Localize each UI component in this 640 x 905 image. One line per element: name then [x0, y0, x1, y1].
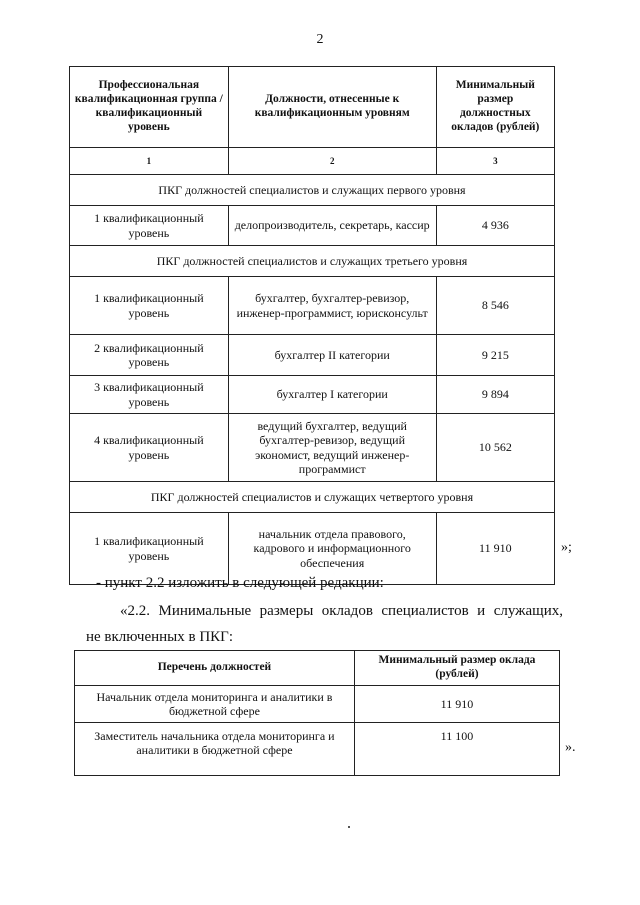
- scan-artifact-dot: [348, 826, 350, 828]
- group-title: ПКГ должностей специалистов и служащих четвертого уровня: [70, 482, 555, 513]
- salary-value: 4 936: [436, 206, 554, 246]
- column-number: 1: [70, 148, 229, 175]
- group-title: ПКГ должностей специалистов и служащих третьего уровня: [70, 246, 555, 277]
- paragraph-amendment: - пункт 2.2 изложить в следующей редакции:: [96, 575, 384, 591]
- paragraph-continuation: не включенных в ПКГ:: [86, 629, 234, 645]
- salary-value: 11 100: [354, 723, 559, 776]
- positions: ведущий бухгалтер, ведущий бухгалтер-ревизор, ведущий экономист, ведущий инженер-программист: [228, 414, 436, 482]
- qualification-level: 1 квалификационный уровень: [70, 513, 229, 585]
- positions: бухгалтер, бухгалтер-ревизор, инженер-программист, юрисконсульт: [228, 277, 436, 335]
- group-header-row: [70, 482, 555, 513]
- qualification-level: 2 квалификационный уровень: [70, 335, 229, 376]
- table-row: [75, 723, 560, 776]
- position-name: Начальник отдела мониторинга и аналитики в бюджетной сфере: [75, 686, 355, 723]
- group-header-row: [70, 246, 555, 277]
- positions: бухгалтер II категории: [228, 335, 436, 376]
- positions: бухгалтер I категории: [228, 376, 436, 414]
- closing-quote-mark: »;: [561, 540, 572, 555]
- column-number: 3: [436, 148, 554, 175]
- group-title: ПКГ должностей специалистов и служащих первого уровня: [70, 175, 555, 206]
- salary-value: 8 546: [436, 277, 554, 335]
- salary-value: 9 894: [436, 376, 554, 414]
- header-group-level: Профессиональная квалификационная группа / квалификационный уровень: [70, 67, 229, 148]
- header-min-salary: Минимальный размер оклада (рублей): [354, 651, 559, 686]
- table-row: [70, 335, 555, 376]
- table-header-row: [70, 67, 555, 148]
- table-row: [70, 206, 555, 246]
- qualification-level: 1 квалификационный уровень: [70, 277, 229, 335]
- salary-table-non-pkg: [74, 650, 560, 776]
- salary-table-pkg: [69, 66, 555, 585]
- group-header-row: [70, 175, 555, 206]
- paragraph-clause-2-2: «2.2. Минимальные размеры окладов специалистов и служащих,: [120, 603, 563, 619]
- table-row: [70, 277, 555, 335]
- column-number-row: [70, 148, 555, 175]
- salary-value: 10 562: [436, 414, 554, 482]
- table-header-row: [75, 651, 560, 686]
- position-name: Заместитель начальника отдела мониторинга и аналитики в бюджетной сфере: [75, 723, 355, 776]
- closing-quote-mark: ».: [565, 740, 576, 755]
- qualification-level: 4 квалификационный уровень: [70, 414, 229, 482]
- salary-value: 9 215: [436, 335, 554, 376]
- table-row: [75, 686, 560, 723]
- table-row: [70, 376, 555, 414]
- page-number: 2: [316, 32, 324, 47]
- positions: начальник отдела правового, кадрового и информационного обеспечения: [228, 513, 436, 585]
- column-number: 2: [228, 148, 436, 175]
- salary-value: 11 910: [354, 686, 559, 723]
- header-salary: Минимальный размер должностных окладов (рублей): [436, 67, 554, 148]
- header-positions: Должности, отнесенные к квалификационным уровням: [228, 67, 436, 148]
- header-position-list: Перечень должностей: [75, 651, 355, 686]
- qualification-level: 3 квалификационный уровень: [70, 376, 229, 414]
- salary-value: 11 910: [436, 513, 554, 585]
- positions: делопроизводитель, секретарь, кассир: [228, 206, 436, 246]
- table-row: [70, 414, 555, 482]
- qualification-level: 1 квалификационный уровень: [70, 206, 229, 246]
